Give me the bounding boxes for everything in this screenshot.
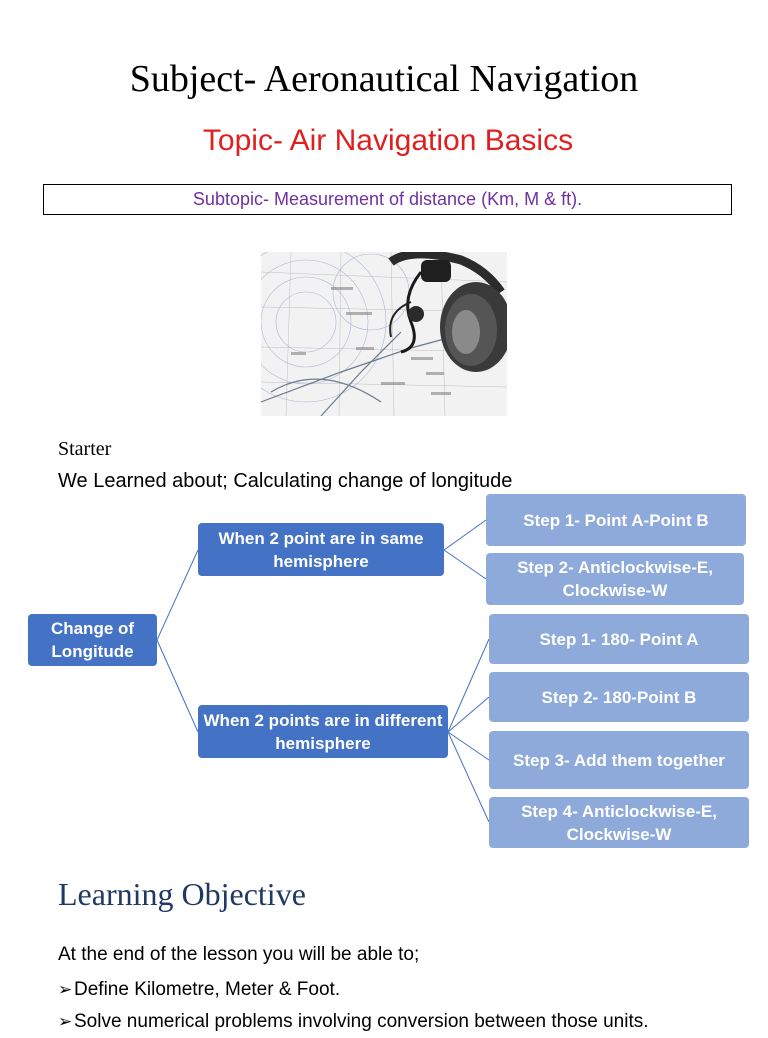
arrow-bullet-icon: ➢ [58, 980, 73, 999]
connector-b2-step2 [448, 697, 489, 732]
arrow-bullet-icon: ➢ [58, 1012, 73, 1031]
longitude-hierarchy-diagram [0, 480, 768, 860]
learning-objective-intro: At the end of the lesson you will be able to; [58, 944, 420, 965]
subject-title: Subject- Aeronautical Navigation [129, 58, 639, 100]
objective-item: ➢Define Kilometre, Meter & Foot. [58, 974, 649, 1006]
learning-objective-title: Learning Objective [58, 876, 306, 912]
topic-title: Topic- Air Navigation Basics [202, 124, 574, 157]
starter-intro: We Learned about; Calculating change of longitude [58, 470, 513, 492]
step-node: Step 4- Anticlockwise-E, Clockwise-W [489, 797, 749, 848]
connector-root-branch-1 [157, 550, 198, 640]
starter-heading: Starter [58, 438, 112, 460]
connector-b1-step2 [444, 550, 486, 579]
connector-b2-step1 [448, 639, 489, 732]
objective-list [58, 974, 649, 1038]
connector-b1-step1 [444, 520, 486, 550]
step-node: Step 2- Anticlockwise-E, Clockwise-W [486, 553, 744, 605]
branch-node-same-hemisphere: When 2 point are in same hemisphere [198, 523, 444, 576]
step-node: Step 2- 180-Point B [489, 672, 749, 722]
objective-item: ➢Solve numerical problems involving conversion between those units. [58, 1006, 649, 1038]
aeronautical-chart-photo [261, 252, 507, 416]
step-node: Step 1- Point A-Point B [486, 494, 746, 546]
subtopic-box: Subtopic- Measurement of distance (Km, M & ft). [43, 184, 732, 215]
step-node: Step 3- Add them together [489, 731, 749, 789]
connector-root-branch-2 [157, 640, 198, 732]
root-node: Change of Longitude [28, 614, 157, 666]
step-node: Step 1- 180- Point A [489, 614, 749, 664]
branch-node-different-hemisphere: When 2 points are in different hemisphere [198, 705, 448, 758]
